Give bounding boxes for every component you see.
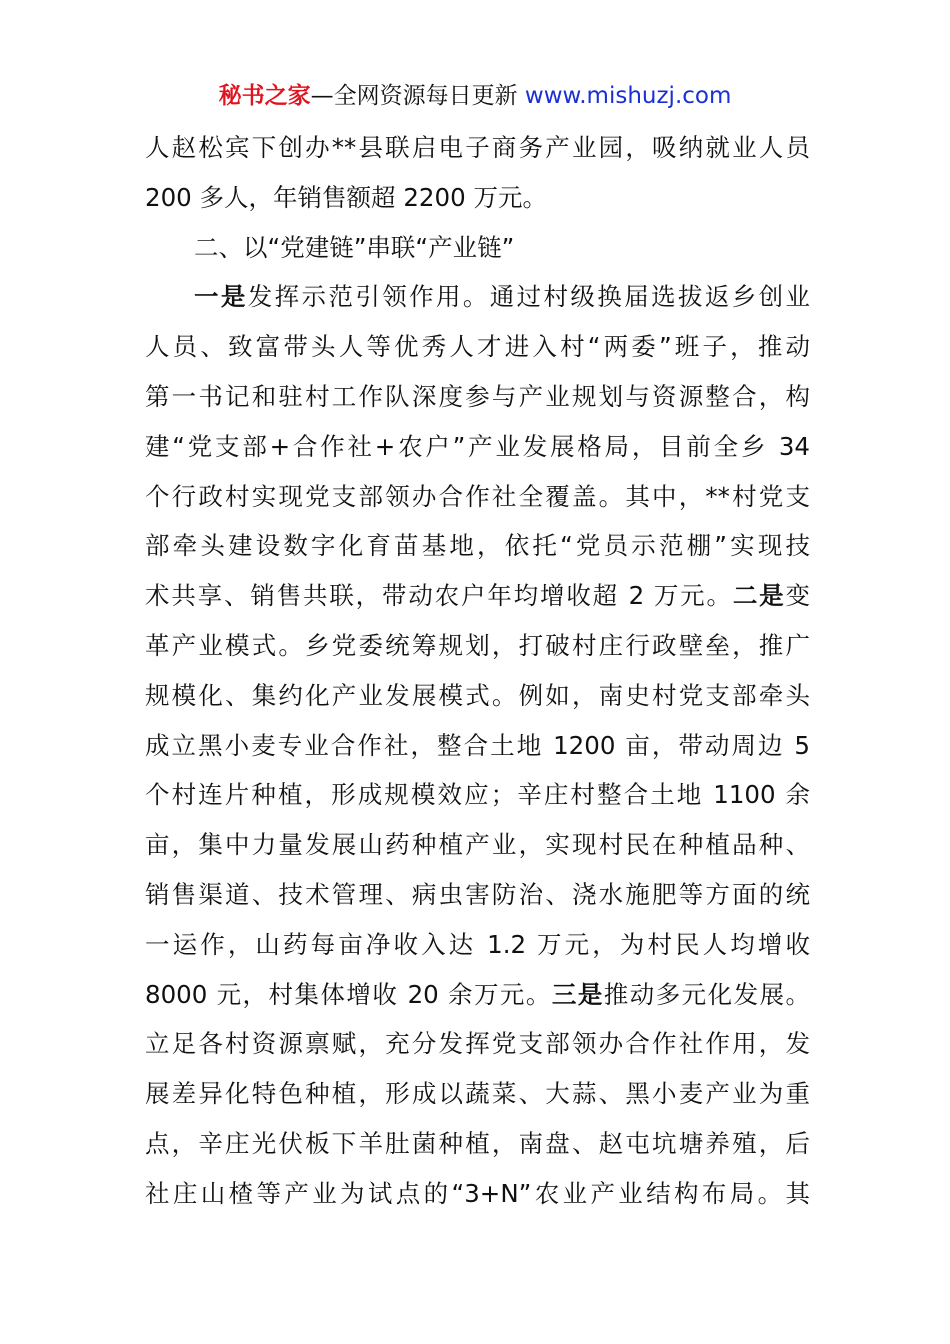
text-line: 建“党支部+合作社+农户”产业发展格局，目前全乡 34 (145, 431, 810, 461)
text-line: 人赵松宾下创办**县联启电子商务产业园，吸纳就业人员 (145, 133, 810, 162)
header-tagline: —全网资源每日更新 (310, 83, 525, 109)
text-line: 个行政村实现党支部领办合作社全覆盖。其中，**村党支 (145, 481, 810, 511)
text-line: 立足各村资源禀赋，充分发挥党支部领办合作社作用，发 (145, 1029, 810, 1059)
page-header (0, 80, 950, 112)
text-line: 革产业模式。乡党委统筹规划，打破村庄行政壁垒，推广 (145, 630, 810, 660)
text-line: 人员、致富带头人等优秀人才进入村“两委”班子，推动 (145, 332, 810, 362)
text-line: 规模化、集约化产业发展模式。例如，南史村党支部牵头 (145, 680, 810, 710)
text-line: 200 多人，年销售额超 2200 万元。 (145, 182, 547, 212)
bold-lead: 三是 (551, 979, 604, 1009)
text-line: 个村连片种植，形成规模效应；辛庄村整合土地 1100 余 (145, 780, 810, 810)
bold-lead: 二是 (732, 581, 786, 611)
header-site-link[interactable]: www.mishuzj.com (524, 83, 732, 109)
document-body (145, 123, 810, 1219)
text-line (145, 970, 810, 1020)
header-brand: 秘书之家 (218, 83, 311, 109)
text-run: 术共享、销售共联，带动农户年均增收超 2 万元。 (145, 581, 733, 611)
text-run: 推动多元化发展。 (603, 979, 810, 1009)
bold-lead: 一是 (194, 282, 248, 312)
text-line: 第一书记和驻村工作队深度参与产业规划与资源整合，构 (145, 381, 810, 411)
text-line: 社庄山楂等产业为试点的“3+N”农业产业结构布局。其 (145, 1178, 810, 1208)
text-line (145, 571, 810, 621)
text-line: 成立黑小麦专业合作社，整合土地 1200 亩，带动周边 5 (145, 730, 810, 760)
text-line: 点，辛庄光伏板下羊肚菌种植，南盘、赵屯坑塘养殖，后 (145, 1128, 810, 1158)
text-line (145, 272, 810, 322)
text-line: 部牵头建设数字化育苗基地，依托“党员示范棚”实现技 (145, 531, 810, 561)
text-run: 8000 元，村集体增收 20 余万元。 (145, 979, 552, 1009)
text-line: 亩，集中力量发展山药种植产业，实现村民在种植品种、 (145, 830, 810, 860)
text-line: 一运作，山药每亩净收入达 1.2 万元，为村民人均增收 (145, 929, 810, 959)
text-run: 变 (785, 581, 810, 611)
text-line: 展差异化特色种植，形成以蔬菜、大蒜、黑小麦产业为重 (145, 1079, 810, 1109)
section-heading: 二、以“党建链”串联“产业链” (194, 232, 515, 262)
text-line: 销售渠道、技术管理、病虫害防治、浇水施肥等方面的统 (145, 879, 810, 909)
text-run: 发挥示范引领作用。通过村级换届选拔返乡创业 (247, 282, 810, 312)
